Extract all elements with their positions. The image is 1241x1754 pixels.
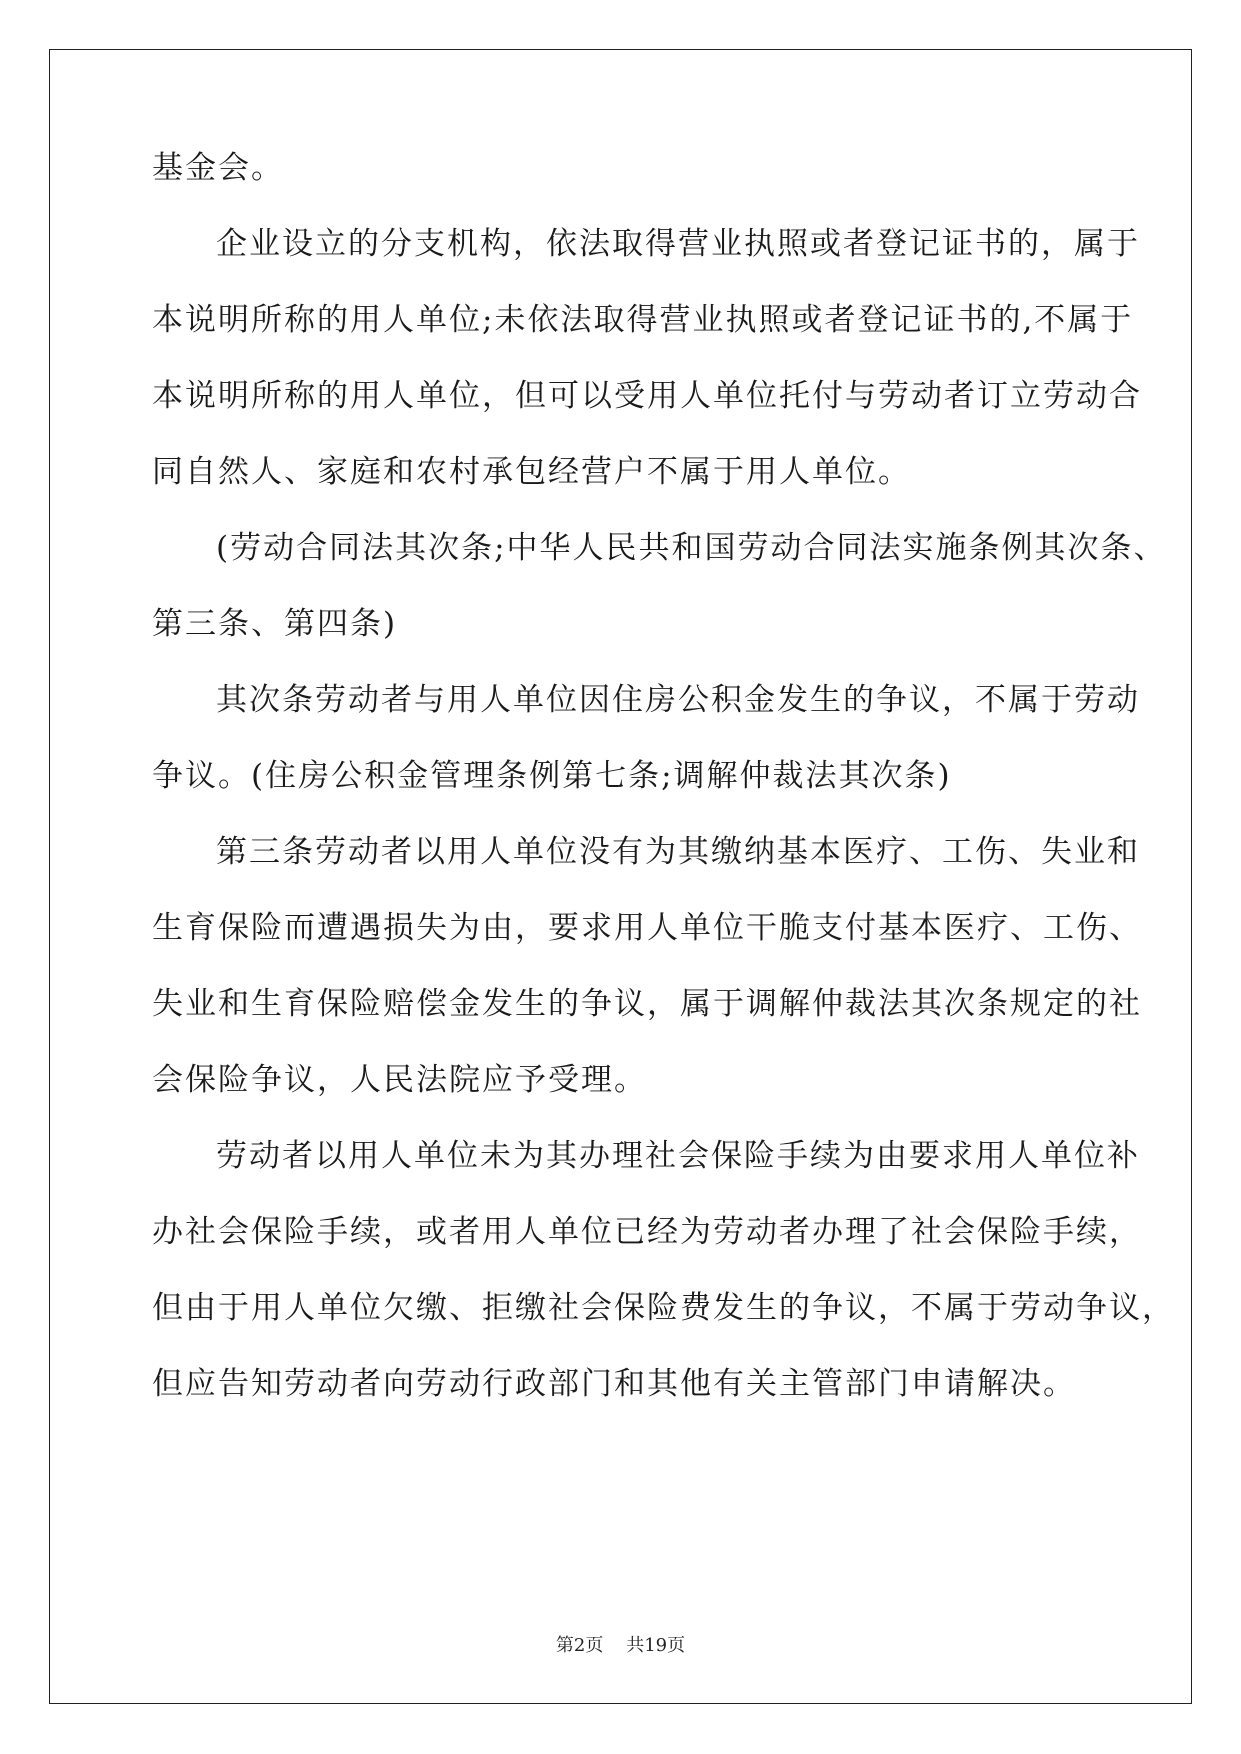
text-line: 争议。(住房公积金管理条例第七条;调解仲裁法其次条) — [152, 758, 952, 794]
text-line: 但应告知劳动者向劳动行政部门和其他有关主管部门申请解决。 — [152, 1366, 1076, 1402]
text-line: 本说明所称的用人单位，但可以受用人单位托付与劳动者订立劳动合 — [152, 378, 1142, 414]
text-line: 会保险争议，人民法院应予受理。 — [152, 1062, 647, 1098]
text-line: 第三条、第四条) — [152, 606, 398, 642]
text-line: (劳动合同法其次条;中华人民共和国劳动合同法实施条例其次条、 — [216, 530, 1167, 566]
page-total: 共19页 — [626, 1635, 686, 1656]
text-line: 本说明所称的用人单位;未依法取得营业执照或者登记证书的,不属于 — [152, 302, 1134, 338]
text-line: 但由于用人单位欠缴、拒缴社会保险费发生的争议，不属于劳动争议， — [152, 1290, 1175, 1326]
text-line: 第三条劳动者以用人单位没有为其缴纳基本医疗、工伤、失业和 — [216, 834, 1140, 870]
text-line: 同自然人、家庭和农村承包经营户不属于用人单位。 — [152, 454, 911, 490]
text-line: 企业设立的分支机构，依法取得营业执照或者登记证书的，属于 — [216, 226, 1140, 262]
text-line: 其次条劳动者与用人单位因住房公积金发生的争议，不属于劳动 — [216, 682, 1140, 718]
page-number: 第2页 — [555, 1635, 604, 1656]
page-footer — [0, 1634, 1241, 1658]
text-line: 基金会。 — [152, 150, 284, 186]
text-line: 劳动者以用人单位未为其办理社会保险手续为由要求用人单位补 — [216, 1138, 1140, 1174]
text-line: 办社会保险手续，或者用人单位已经为劳动者办理了社会保险手续， — [152, 1214, 1142, 1250]
text-line: 失业和生育保险赔偿金发生的争议，属于调解仲裁法其次条规定的社 — [152, 986, 1142, 1022]
text-line: 生育保险而遭遇损失为由，要求用人单位干脆支付基本医疗、工伤、 — [152, 910, 1142, 946]
